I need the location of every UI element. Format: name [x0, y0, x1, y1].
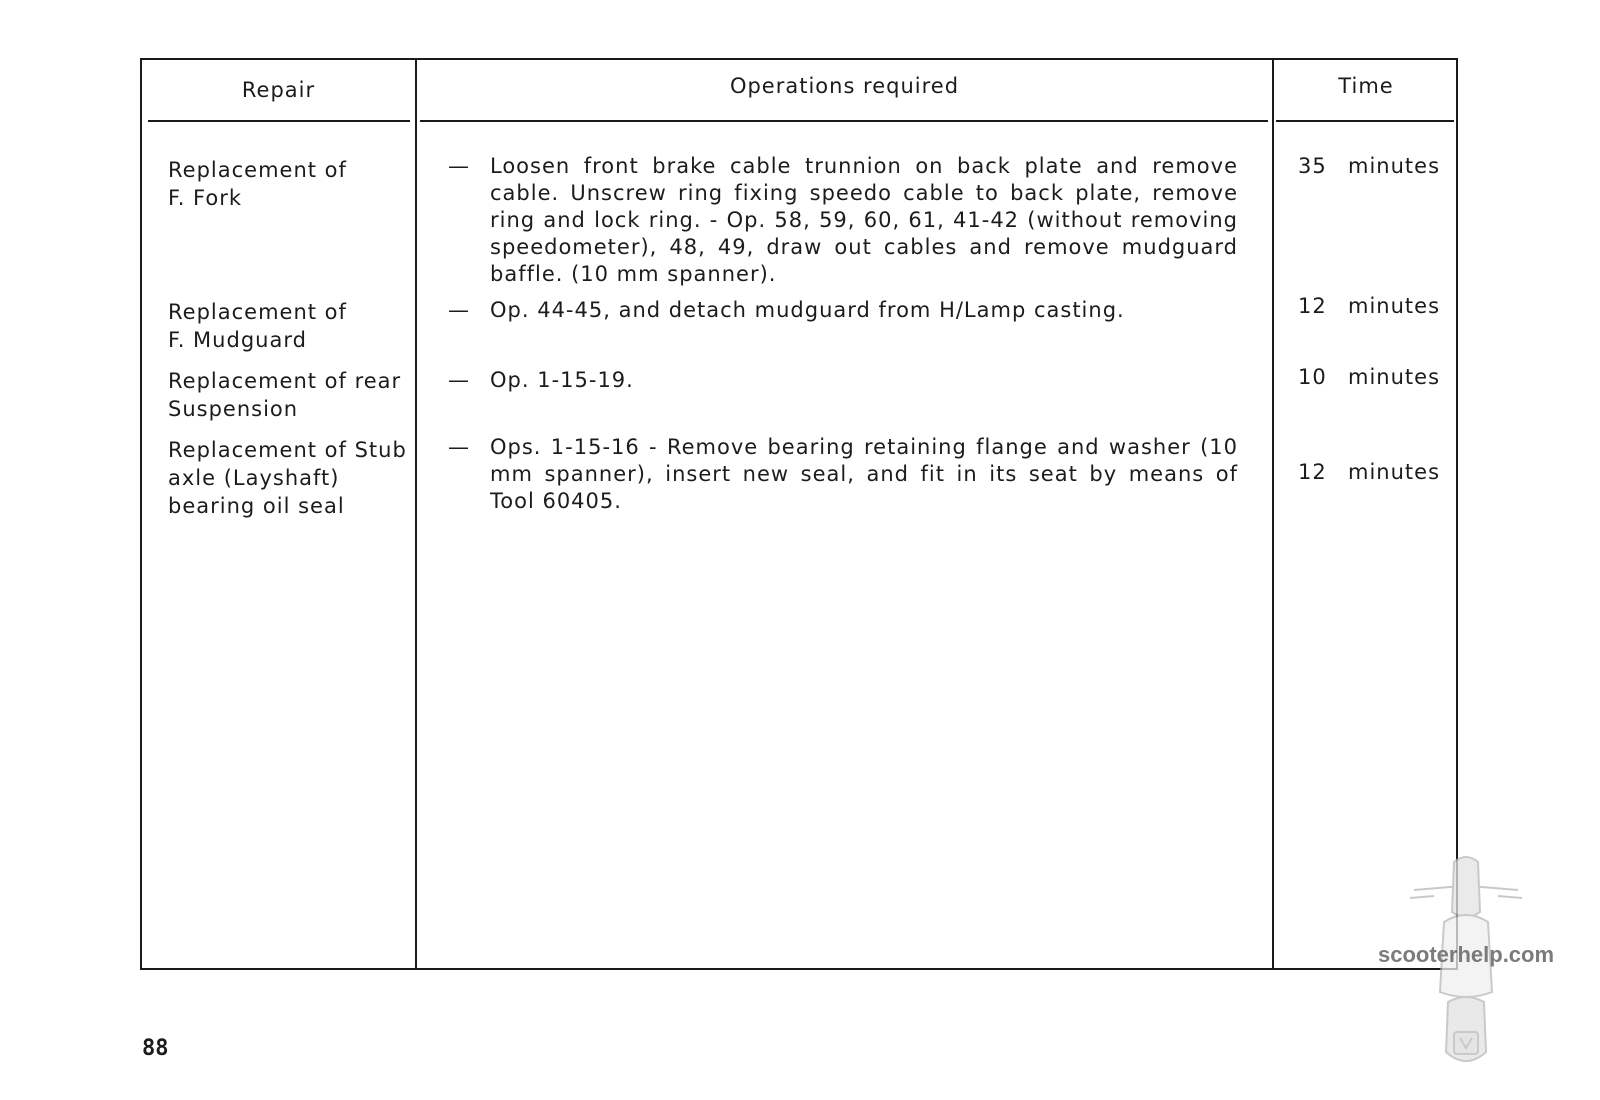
row-1-operations — [448, 153, 1238, 288]
row-3-repair — [168, 367, 408, 423]
row-2-repair — [168, 298, 408, 354]
repair-line: Replacement of Stub — [168, 438, 407, 462]
repair-line: F. Fork — [168, 186, 243, 210]
header-repair: Repair — [241, 78, 316, 102]
repair-times-table — [140, 58, 1458, 970]
time-unit: minutes — [1348, 365, 1441, 389]
page-number: 88 — [142, 1036, 169, 1061]
row-4-time — [1298, 458, 1448, 486]
row-4-operations — [448, 434, 1238, 515]
time-unit: minutes — [1348, 460, 1441, 484]
operations-text: Op. 44-45, and detach mudguard from H/Lamp casting. — [490, 298, 1125, 322]
watermark-text: scooterhelp.com — [1378, 942, 1555, 967]
operations-text: Op. 1-15-19. — [490, 368, 634, 392]
header-rule-time — [1276, 120, 1454, 122]
column-divider-repair — [415, 60, 417, 968]
repair-line: Replacement of — [168, 300, 347, 324]
row-3-operations — [448, 367, 1238, 394]
repair-line: Suspension — [168, 397, 299, 421]
row-1-repair — [168, 156, 408, 212]
operations-text: Ops. 1-15-16 - Remove bearing retaining flange and washer (10 mm spanner), insert new seal, and fit in its seat by means of Tool 60405. — [490, 435, 1238, 513]
dash-mark: — — [448, 298, 470, 322]
row-2-time — [1298, 292, 1448, 320]
dash-mark: — — [448, 368, 470, 392]
time-value: 12 — [1298, 460, 1327, 484]
time-value: 12 — [1298, 294, 1327, 318]
repair-line: Replacement of — [168, 158, 347, 182]
time-value: 10 — [1298, 365, 1327, 389]
header-rule-repair — [148, 120, 410, 122]
repair-line: bearing oil seal — [168, 494, 345, 518]
repair-line: Replacement of rear — [168, 369, 402, 393]
repair-line: axle (Layshaft) — [168, 466, 340, 490]
repair-line: F. Mudguard — [168, 328, 307, 352]
row-4-repair — [168, 436, 408, 520]
header-operations: Operations required — [729, 74, 960, 98]
header-time: Time — [1338, 74, 1394, 98]
time-value: 35 — [1298, 154, 1327, 178]
dash-mark: — — [448, 435, 470, 459]
operations-text: Loosen front brake cable trunnion on back plate and remove cable. Unscrew ring fixing speedo cable to back plate, remove ring and lock ring. - Op. 58, 59, 60, 61, 41-42 (without removing speedometer), 48, 49, draw out cables and remove mudguard baffle. (10 mm spanner). — [490, 154, 1238, 286]
column-divider-time — [1272, 60, 1274, 968]
row-1-time — [1298, 152, 1448, 180]
dash-mark: — — [448, 154, 470, 178]
time-unit: minutes — [1348, 154, 1441, 178]
time-unit: minutes — [1348, 294, 1441, 318]
row-3-time — [1298, 363, 1448, 391]
row-2-operations — [448, 297, 1238, 324]
header-rule-operations — [420, 120, 1268, 122]
